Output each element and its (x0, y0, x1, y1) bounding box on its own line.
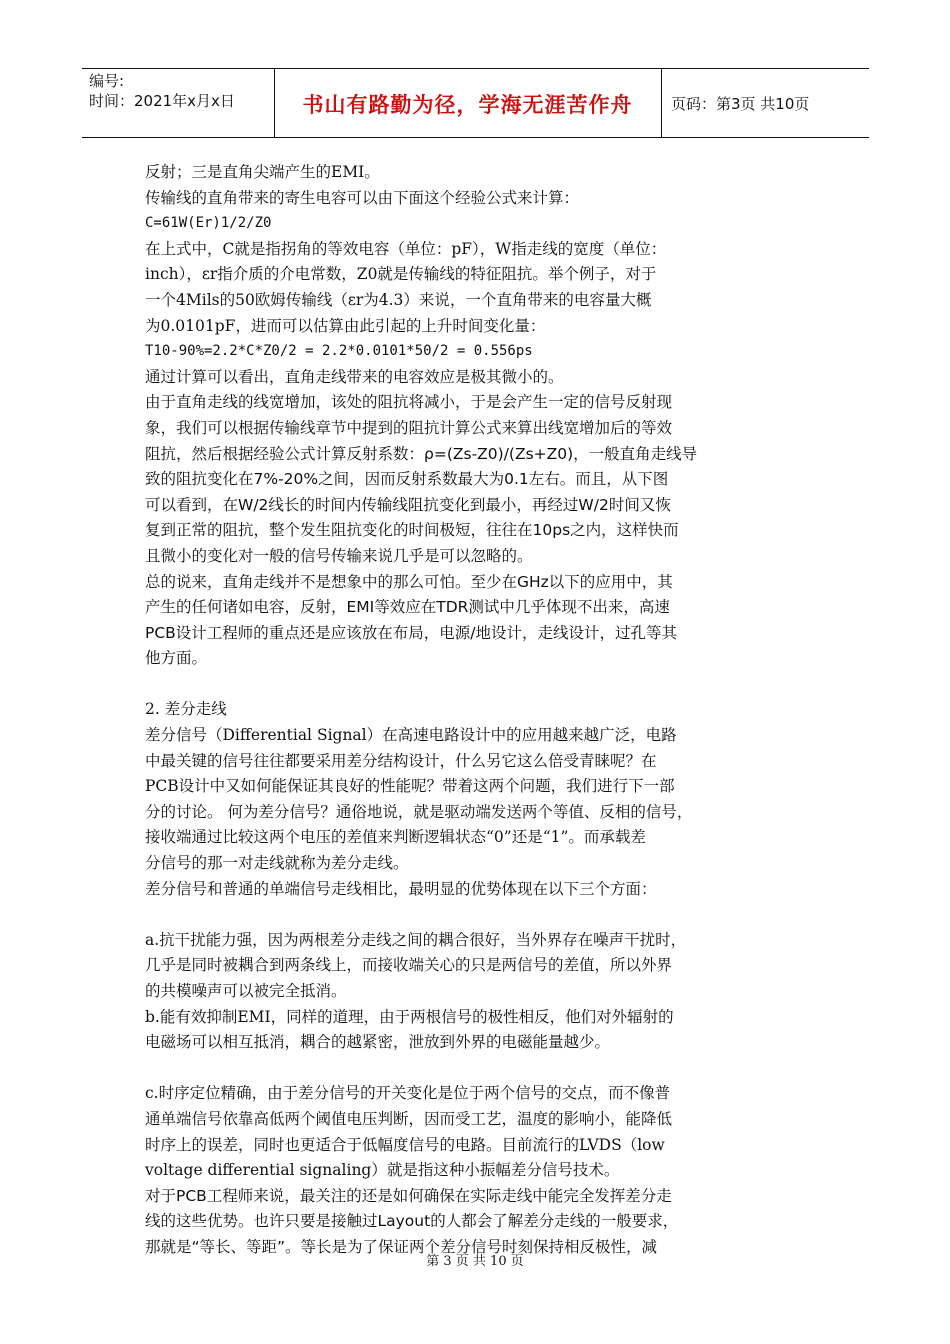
body-text-line: b.能有效抑制EMI，同样的道理，由于两根信号的极性相反，他们对外辐射的 (145, 1007, 674, 1026)
body-text-line: 接收端通过比较这两个电压的差值来判断逻辑状态“0”还是“1”。而承载差 (145, 828, 646, 847)
body-text-line: 他方面。 (145, 649, 208, 668)
body-text-line: 那就是“等长、等距”。等长是为了保证两个差分信号时刻保持相反极性，减 (145, 1237, 658, 1256)
body-text-line: 2. 差分走线 (145, 700, 227, 719)
body-text-line: 致的阻抗变化在7%-20%之间，因而反射系数最大为0.1左右。而且，从下图 (145, 470, 669, 489)
body-text-line: 差分信号（Differential Signal）在高速电路设计中的应用越来越广泛，电路 (145, 726, 677, 745)
body-text-line: 通单端信号依靠高低两个阈值电压判断，因而受工艺，温度的影响小，能降低 (145, 1109, 673, 1128)
body-text-line: 在上式中，C就是指拐角的等效电容（单位：pF），W指走线的宽度（单位： (145, 239, 667, 258)
body-text-line: 几乎是同时被耦合到两条线上，而接收端关心的只是两信号的差值，所以外界 (145, 956, 673, 975)
body-text-line: 且微小的变化对一般的信号传输来说几乎是可以忽略的。 (145, 546, 533, 565)
body-text-line: inch），εr指介质的介电常数，Z0就是传输线的特征阻抗。举个例子，对于 (145, 265, 657, 284)
page-header (82, 68, 869, 138)
body-text-line: 由于直角走线的线宽增加，该处的阻抗将减小，于是会产生一定的信号反射现 (145, 393, 673, 412)
body-text-line: T10-90%=2.2*C*Z0/2 = 2.2*0.0101*50/2 = 0.556ps (145, 343, 533, 360)
body-text-line: 反射；三是直角尖端产生的EMI。 (145, 163, 380, 181)
body-text-line: 时序上的误差，同时也更适合于低幅度信号的电路。目前流行的LVDS（low (145, 1135, 665, 1154)
body-text-line: 总的说来，直角走线并不是想象中的那么可怕。至少在GHz以下的应用中，其 (145, 572, 673, 591)
body-text-line: 线的这些优势。也许只要是接触过Layout的人都会了解差分走线的一般要求， (145, 1212, 679, 1231)
blank-line (145, 1056, 815, 1082)
header-meta (82, 69, 275, 137)
body-text-line: 差分信号和普通的单端信号走线相比，最明显的优势体现在以下三个方面： (145, 879, 657, 898)
body-text-line: 阻抗，然后根据经验公式计算反射系数：ρ=(Zs-Z0)/(Zs+Z0)，一般直角走线导 (145, 444, 698, 463)
body-text-line: 产生的任何诸如电容，反射，EMI等效应在TDR测试中几乎体现不出来，高速 (145, 598, 670, 617)
body-text-line: voltage differential signaling）就是指这种小振幅差分信号技术。 (145, 1161, 620, 1180)
header-motto-cell (274, 69, 662, 137)
header-page-info: 页码：第3页 共10页 (671, 95, 810, 113)
blank-line (145, 902, 815, 928)
body-text-line: 复到正常的阻抗，整个发生阻抗变化的时间极短，往往在10ps之内，这样快而 (145, 521, 679, 540)
body-text-line: 的共模噪声可以被完全抵消。 (145, 982, 347, 1000)
body-text-line: 为0.0101pF，进而可以估算由此引起的上升时间变化量： (145, 316, 546, 335)
body-text-line: 可以看到，在W/2线长的时间内传输线阻抗变化到最小，再经过W/2时间又恢 (145, 495, 671, 514)
body-text-line: 电磁场可以相互抵消，耦合的越紧密，泄放到外界的电磁能量越少。 (145, 1033, 611, 1052)
body-text-line: PCB设计工程师的重点还是应该放在布局，电源/地设计，走线设计，过孔等其 (145, 623, 678, 642)
header-page-cell (661, 69, 869, 137)
doc-date-label: 时间：2021年x月x日 (89, 92, 235, 110)
body-text-line: 一个4Mils的50欧姆传输线（εr为4.3）来说，一个直角带来的电容量大概 (145, 290, 652, 309)
body-text-line: PCB设计中又如何能保证其良好的性能呢？带着这两个问题，我们进行下一部 (145, 777, 675, 796)
document-body (145, 160, 815, 1261)
body-text-line: 中最关键的信号往往都要采用差分结构设计，什么另它这么倍受青睐呢？在 (145, 751, 657, 770)
body-text-line: a.抗干扰能力强，因为两根差分走线之间的耦合很好，当外界存在噪声干扰时， (145, 930, 687, 949)
blank-line (145, 672, 815, 698)
page-footer: 第 3 页 共 10 页 (426, 1254, 524, 1269)
doc-number-label: 编号: (89, 72, 125, 90)
body-text-line: 对于PCB工程师来说，最关注的还是如何确保在实际走线中能完全发挥差分走 (145, 1186, 672, 1205)
body-text-line: 通过计算可以看出，直角走线带来的电容效应是极其微小的。 (145, 367, 564, 386)
body-text-line: 象，我们可以根据传输线章节中提到的阻抗计算公式来算出线宽增加后的等效 (145, 418, 673, 437)
body-text-line: C=61W(Er)1/2/Z0 (145, 215, 272, 232)
body-text-line: 传输线的直角带来的寄生电容可以由下面这个经验公式来计算： (145, 188, 580, 207)
body-text-line: 分信号的那一对走线就称为差分走线。 (145, 854, 409, 873)
header-motto: 书山有路勤为径，学海无涯苦作舟 (302, 93, 633, 117)
body-text-line: c.时序定位精确，由于差分信号的开关变化是位于两个信号的交点，而不像普 (145, 1084, 671, 1103)
body-text-line: 分的讨论。 何为差分信号？通俗地说，就是驱动端发送两个等值、反相的信号， (145, 802, 693, 821)
